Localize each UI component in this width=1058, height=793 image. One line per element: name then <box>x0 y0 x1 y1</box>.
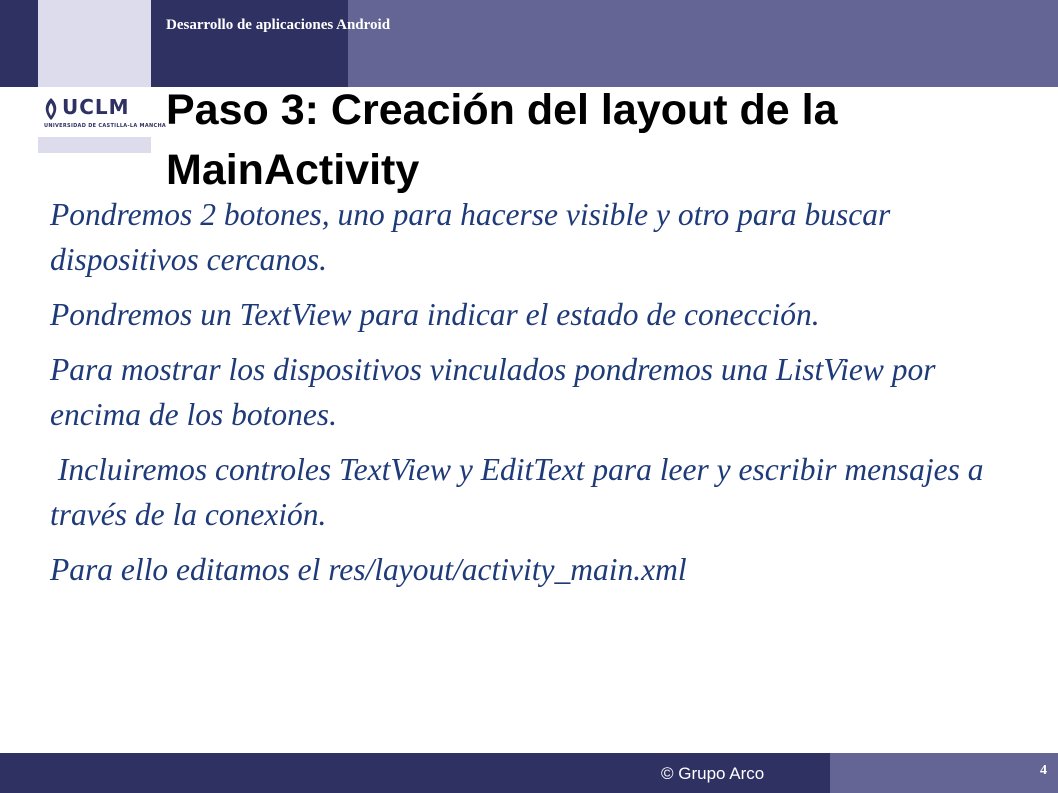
header-band-light <box>348 0 1058 87</box>
body-paragraph: Pondremos un TextView para indicar el estado de conección. <box>50 297 820 332</box>
body-paragraph: Pondremos 2 botones, uno para hacerse visible y otro para buscar dispositivos cercanos. <box>50 197 891 277</box>
slide-body <box>50 192 1010 602</box>
uclm-logo-icon <box>44 98 58 120</box>
body-paragraph: Para mostrar los dispositivos vinculados pondremos una ListView por encima de los botones. <box>50 352 936 432</box>
page-number: 4 <box>1040 763 1047 778</box>
course-title: Desarrollo de aplicaciones Android <box>166 17 391 33</box>
body-paragraph: Incluiremos controles TextView y EditText para leer y escribir mensajes a través de la conexión. <box>50 452 992 532</box>
slide-title: Paso 3: Creación del layout de la MainActivity <box>166 86 838 194</box>
body-paragraph: Para ello editamos el res/layout/activity_main.xml <box>50 552 687 587</box>
footer-band-light <box>830 753 1058 793</box>
footer-copyright: © Grupo Arco <box>661 764 765 783</box>
logo-wordmark: UCLM <box>62 95 130 119</box>
logo-subtext: UNIVERSIDAD DE CASTILLA-LA MANCHA <box>44 123 167 129</box>
